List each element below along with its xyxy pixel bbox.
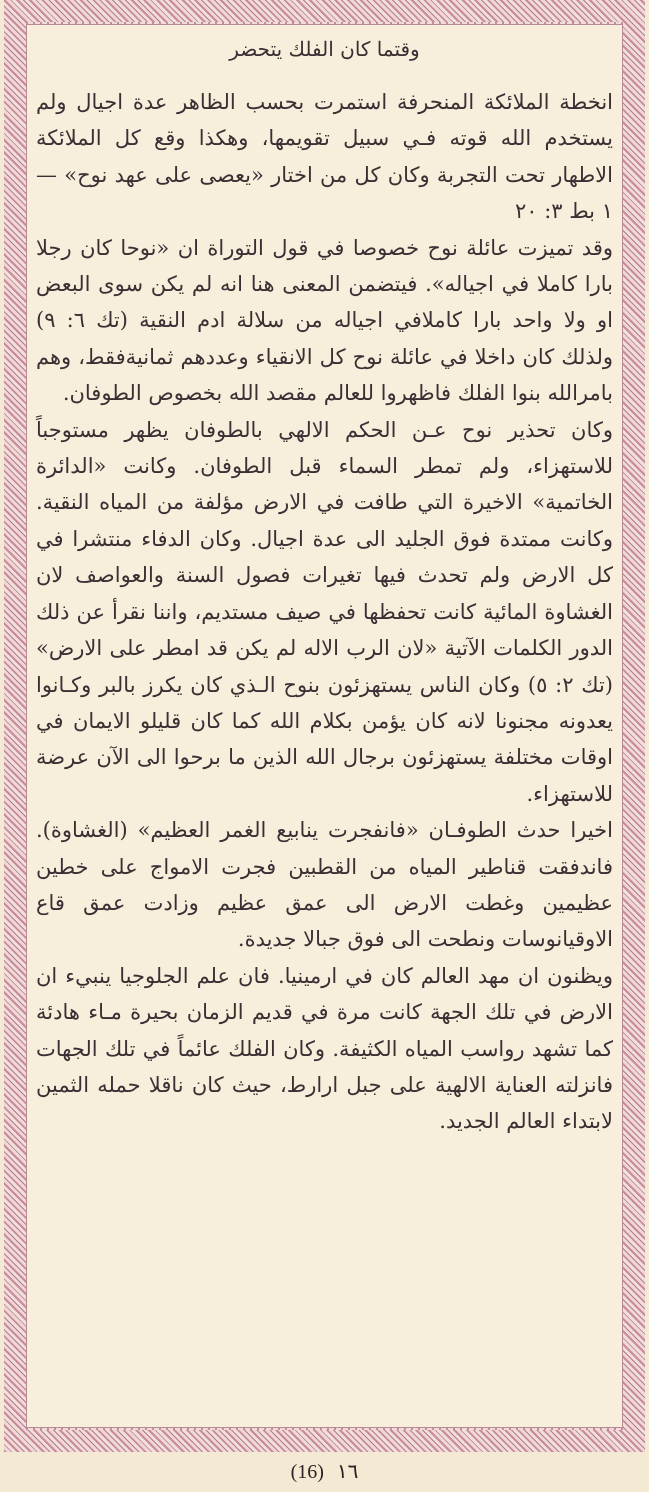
paragraph-5: ويظنون ان مهد العالم كان في ارمينيا. فان علم الجلوجيا ينبيء ان الارض في تلك الجهة كانت مرة في قديم الزمان بحيرة مـاء هادئة كما تشهد رواسب المياه الكثيفة. وكان الفلك عائماً في تلك الجهات فانزلته العناية الالهية على جبل ارارط، حيث كان ناقلا حمله الثمين لابتداء العالم الجديد.: [36, 963, 613, 1134]
paragraph-2: وقد تميزت عائلة نوح خصوصا في قول التوراة ان «نوحا كان رجلا بارا كاملا في اجياله». فيتضمن المعنى هنا انه لم يكن سوى البعض او ولا واحد بارا كاملافي اجياله من سلالة ادم النقية (تك ٦: ٩) ولذلك كان داخلا في عائلة نوح كل الانقياء وعددهم ثمانيةفقط، وهم بامرالله بنوا الفلك فاظهروا للعالم مقصد الله بخصوص الطوفان.: [36, 235, 613, 406]
page-number: [0, 1452, 649, 1492]
page-title: وقتما كان الفلك يتحضر: [229, 37, 420, 61]
paragraph-1: انخطة الملائكة المنحرفة استمرت بحسب الظاهر عدة اجيال ولم يستخدم الله قوته فـي سبيل تقويمها، وهكذا وقع كل الملائكة الاطهار تحت التجربة وكان كل من اختار «يعصى على عهد نوح» — ١ بط ٣: ٢٠: [36, 90, 613, 224]
page-content: [36, 32, 613, 1140]
page-number-latin: (16): [290, 1461, 324, 1483]
paragraph-4: اخيرا حدث الطوفـان «فانفجرت ينابيع الغمر العظيم» (الغشاوة). فاندفقت قناطير المياه من القطبين فجرت الامواج على خطين عظيمين وغطت الارض الى عمق عظيم وزادت عمق قاع الاوقيانوسات ونطحت الى فوق جبالا جديدة.: [36, 818, 613, 952]
page-number-arabic: ١٦: [336, 1461, 359, 1483]
paragraph-3: وكان تحذير نوح عـن الحكم الالهي بالطوفان يظهر مستوجباً للاستهزاء، ولم تمطر السماء قبل الطوفان. وكانت «الدائرة الخاتمية» الاخيرة التي طافت في الارض مؤلفة من المياه النقية. وكانت ممتدة فوق الجليد الى عدة اجيال. وكان الدفاء منتشرا في كل الارض ولم تحدث فيها تغيرات فصول السنة والعواصف لان الغشاوة المائية كانت تحفظها في صيف مستديم، واننا نقرأ عن ذلك الدور الكلمات الآتية «لان الرب الاله لم يكن قد امطر على الارض» (تك ٢: ٥) وكان الناس يستهزئون بنوح الـذي كان يكرز بالبر وكـانوا يعدونه مجنونا لانه كان يؤمن بكلام الله كما كان قليلو الايمان في اوقات مختلفة يستهزئون برجال الله الذين ما برحوا الى الآن عرضة للاستهزاء.: [36, 417, 613, 806]
